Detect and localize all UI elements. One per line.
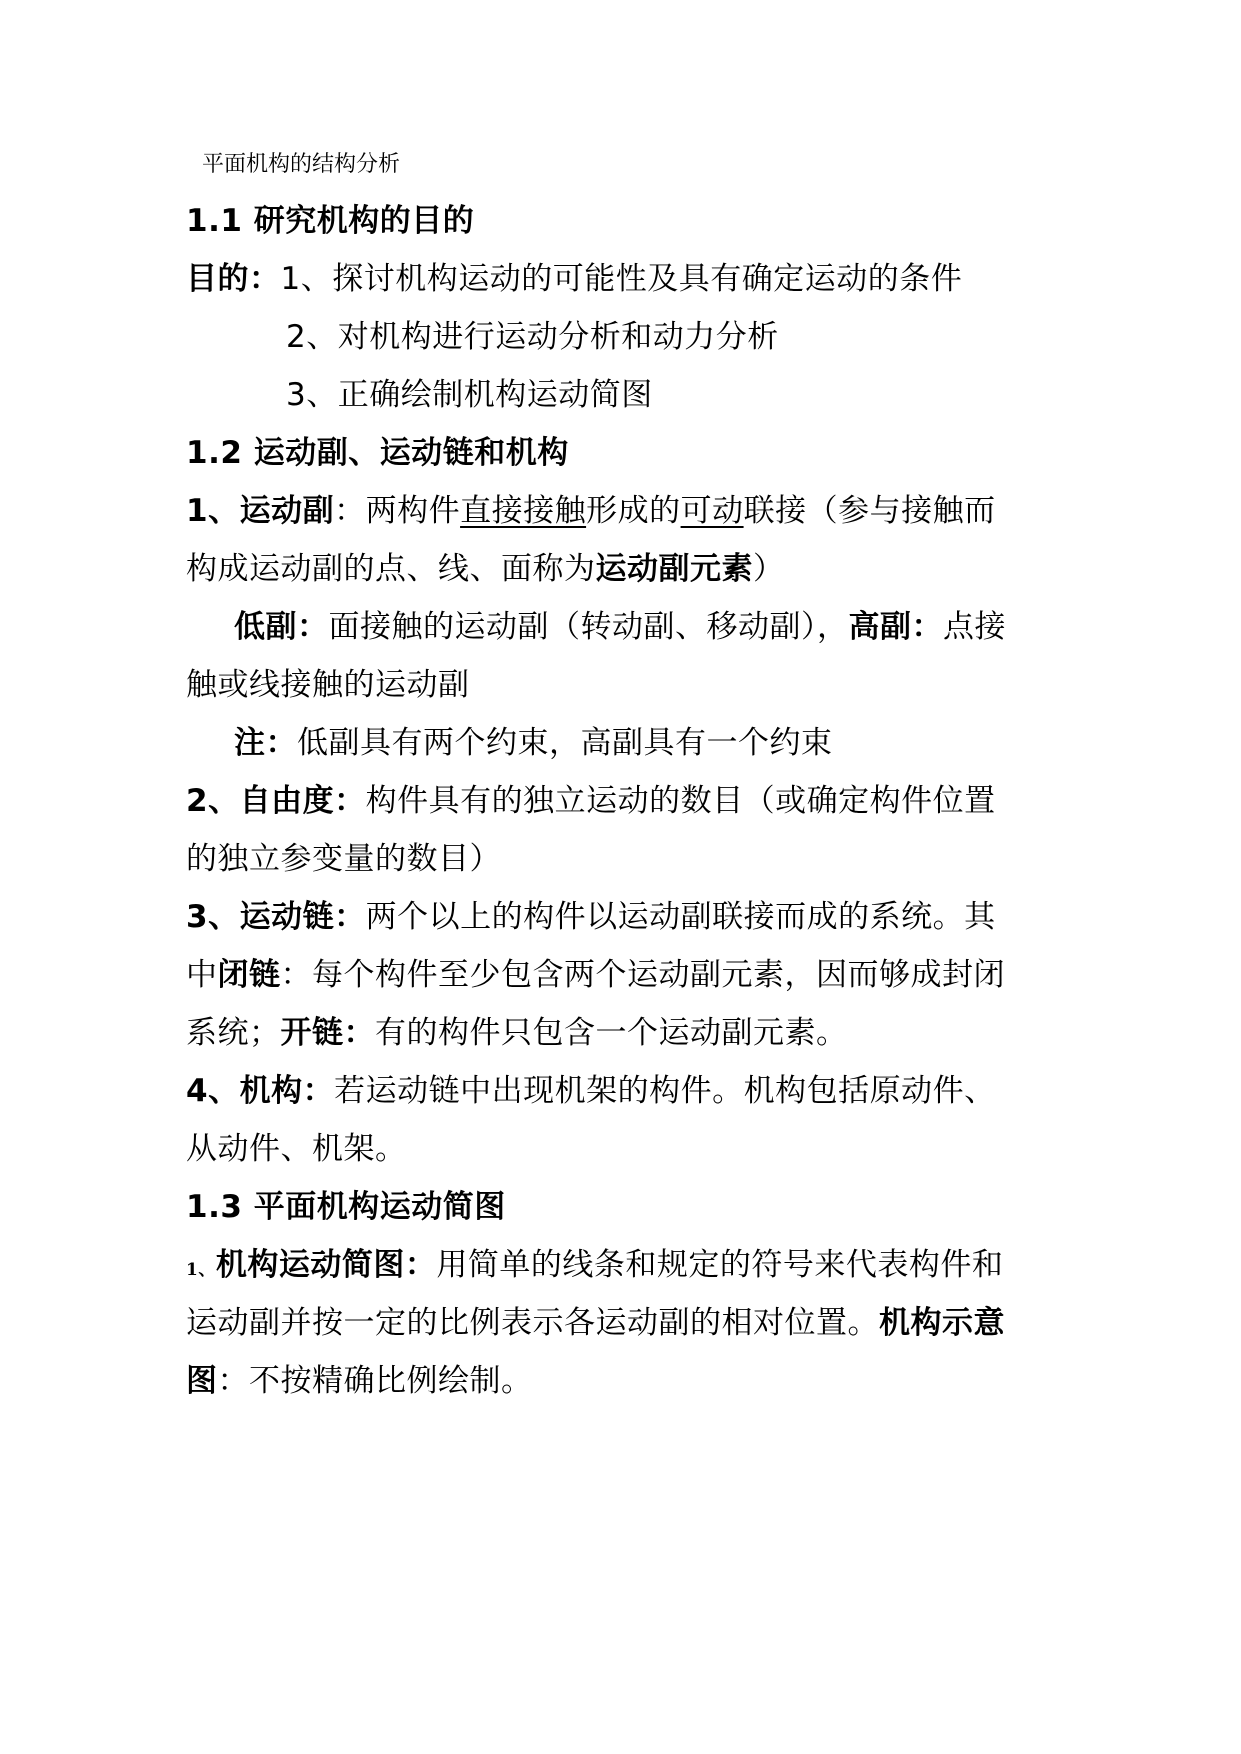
purpose-label: 目的：	[186, 261, 281, 297]
mechanism-line-1	[186, 1068, 1066, 1114]
underlined-movable: 可动	[680, 493, 744, 529]
text-span: 面接触的运动副（转动副、移动副），	[328, 609, 849, 645]
note-term: 注：	[234, 725, 297, 761]
dof-term: 2、自由度：	[186, 783, 366, 819]
chain-line-2	[186, 952, 1066, 998]
note-line	[234, 720, 1114, 766]
mechanism-term: 4、机构：	[186, 1073, 335, 1109]
purpose-item-2: 2、对机构进行运动分析和动力分析	[286, 319, 779, 355]
diagram-line-2	[186, 1300, 1066, 1346]
chain-line-1	[186, 894, 1066, 940]
text-span: ：每个构件至少包含两个运动副元素，因而够成封闭	[280, 957, 1005, 993]
text-span: 低副具有两个约束，高副具有一个约束	[297, 725, 833, 761]
purpose-item-1: 1、探讨机构运动的可能性及具有确定运动的条件	[280, 261, 963, 297]
text-span: 形成的	[586, 493, 681, 529]
text-span: 系统；	[186, 1015, 281, 1051]
text-span: 两个以上的构件以运动副联接而成的系统。其	[365, 899, 996, 935]
purpose-item-3: 3、正确绘制机构运动简图	[286, 377, 653, 413]
underlined-direct-contact: 直接接触	[460, 493, 587, 529]
kinematic-diagram-term: 机构运动简图：	[215, 1247, 437, 1283]
purpose-line-1	[186, 256, 1066, 302]
kinematic-pair-line-1	[186, 488, 1066, 534]
schematic-term-part-1: 机构示意	[879, 1305, 1005, 1341]
section-1-1-heading: 1.1 研究机构的目的	[186, 203, 475, 239]
section-1-2-heading: 1.2 运动副、运动链和机构	[186, 435, 569, 471]
higher-pair-term: 高副：	[848, 609, 943, 645]
text-span: 中	[186, 957, 218, 993]
text-span: 点接	[943, 609, 1006, 645]
text-span: 若运动链中出现机架的构件。机构包括原动件、	[334, 1073, 996, 1109]
pair-element-term: 运动副元素	[595, 551, 753, 587]
schematic-term-part-2: 图	[186, 1363, 218, 1399]
lower-higher-pair-line-1	[234, 604, 1114, 650]
dof-line-2: 的独立参变量的数目）	[186, 841, 501, 877]
chain-term: 3、运动链：	[186, 899, 366, 935]
text-span: 用简单的线条和规定的符号来代表构件和	[436, 1247, 1004, 1283]
text-span: 有的构件只包含一个运动副元素。	[375, 1015, 848, 1051]
chain-line-3	[186, 1010, 1066, 1056]
section-1-3-heading: 1.3 平面机构运动简图	[186, 1189, 506, 1225]
diagram-line-3	[186, 1358, 1066, 1404]
diagram-line-1	[186, 1242, 1066, 1293]
text-span: 构成运动副的点、线、面称为	[186, 551, 596, 587]
item-number: 1、	[186, 1260, 216, 1280]
kinematic-pair-line-2	[186, 546, 1066, 592]
text-span: 构件具有的独立运动的数目（或确定构件位置	[365, 783, 996, 819]
dof-line-1	[186, 778, 1066, 824]
document-title: 平面机构的结构分析	[202, 152, 401, 177]
closed-chain-term: 闭链	[217, 957, 281, 993]
open-chain-term: 开链：	[280, 1015, 375, 1051]
mechanism-line-2: 从动件、机架。	[186, 1131, 407, 1167]
text-span: ：两构件	[334, 493, 461, 529]
lower-higher-pair-line-2: 触或线接触的运动副	[186, 667, 470, 703]
text-span: 联接（参与接触而	[743, 493, 996, 529]
lower-pair-term: 低副：	[234, 609, 329, 645]
text-span: ）	[753, 551, 785, 587]
text-span: 运动副并按一定的比例表示各运动副的相对位置。	[186, 1305, 879, 1341]
kinematic-pair-term: 1、运动副	[186, 493, 335, 529]
text-span: ：不按精确比例绘制。	[217, 1363, 533, 1399]
